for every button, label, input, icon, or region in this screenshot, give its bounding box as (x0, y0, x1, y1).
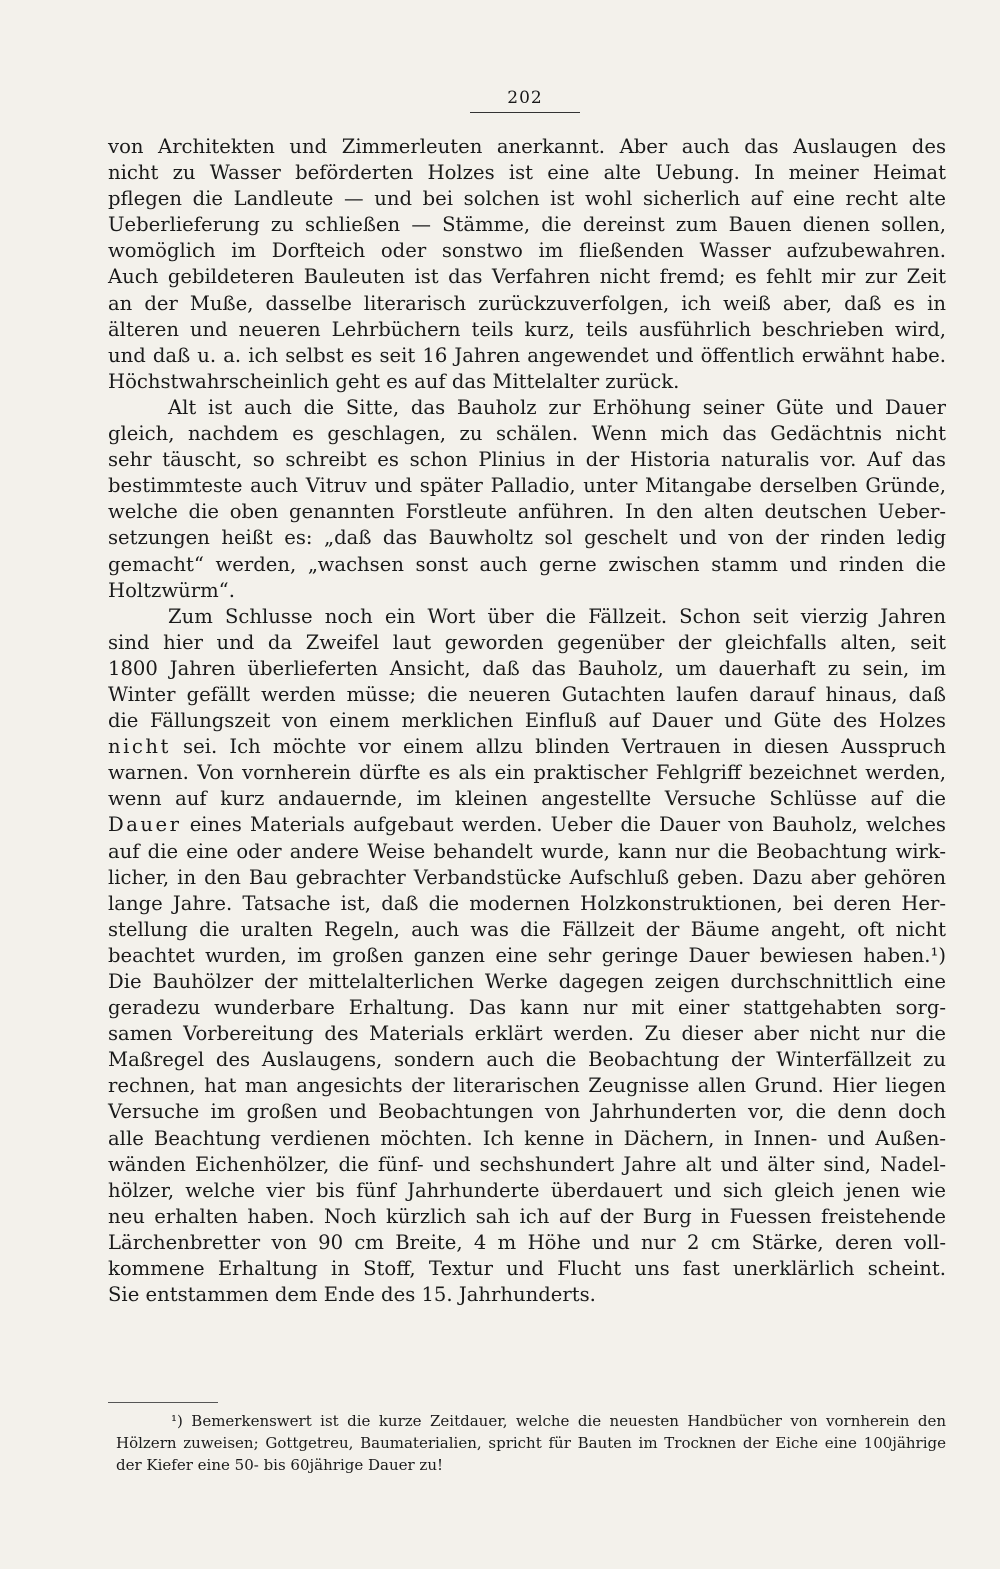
emphasis: nicht (108, 735, 171, 759)
text-line: wänden Eichenhölzer, die fünf- und sechshundert Jahre alt und älter sind, Nadel- (108, 1152, 946, 1176)
text-line: auf die eine oder andere Weise behandelt wurde, kann nur die Beobachtung wirk- (108, 839, 946, 863)
text-line: Lärchenbretter von 90 cm Breite, 4 m Höhe und nur 2 cm Stärke, deren voll- (108, 1230, 946, 1254)
text-line: womöglich im Dorfteich oder sonstwo im fließenden Wasser aufzubewahren. (108, 239, 946, 263)
text-line: Dauer eines Materials aufgebaut werden. Ueber die Dauer von Bauholz, welches (108, 813, 946, 837)
text-line: alle Beachtung verdienen möchten. Ich kenne in Dächern, in Innen- und Außen- (108, 1126, 946, 1150)
text-line: Winter gefällt werden müsse; die neueren Gutachten laufen darauf hinaus, daß (108, 682, 946, 706)
text-line: nicht sei. Ich möchte vor einem allzu blinden Vertrauen in diesen Ausspruch (108, 735, 946, 759)
text-line: bestimmteste auch Vitruv und später Palladio, unter Mitangabe derselben Gründe, (108, 474, 946, 498)
text-line: an der Muße, dasselbe literarisch zurückzuverfolgen, ich weiß aber, daß es in (108, 291, 946, 315)
text-line: Ueberlieferung zu schließen — Stämme, die dereinst zum Bauen dienen sollen, (108, 213, 946, 237)
text-line: Sie entstammen dem Ende des 15. Jahrhunderts. (108, 1283, 596, 1307)
text-line: wenn auf kurz andauernde, im kleinen angestellte Versuche Schlüsse auf die (108, 787, 946, 811)
footnote-rule (108, 1402, 218, 1403)
text-line: sind hier und da Zweifel laut geworden gegenüber der gleichfalls alten, seit (108, 630, 946, 654)
footnote-line: ¹) Bemerkenswert ist die kurze Zeitdauer, welche die neuesten Handbücher von vornherein den (171, 1412, 946, 1430)
text-line: pflegen die Landleute — und bei solchen ist wohl sicherlich auf eine recht alte (108, 187, 946, 211)
text-line: Alt ist auch die Sitte, das Bauholz zur Erhöhung seiner Güte und Dauer (168, 395, 946, 419)
text-line: sehr täuscht, so schreibt es schon Plinius in der Historia naturalis vor. Auf das (108, 448, 946, 472)
text-line: Holtzwürm“. (108, 578, 235, 602)
text-line: welche die oben genannten Forstleute anführen. In den alten deutschen Ueber- (108, 500, 946, 524)
text-line: lange Jahre. Tatsache ist, daß die modernen Holzkonstruktionen, bei deren Her- (108, 891, 946, 915)
text-line: 1800 Jahren überlieferten Ansicht, daß das Bauholz, um dauerhaft zu sein, im (108, 656, 946, 680)
footnotes (116, 1410, 946, 1476)
page-number: 202 (507, 88, 543, 108)
text-line: stellung die uralten Regeln, auch was die Fällzeit der Bäume angeht, oft nicht (108, 917, 946, 941)
text-line: und daß u. a. ich selbst es seit 16 Jahren angewendet und öffentlich erwähnt habe. (108, 343, 946, 367)
text-line: neu erhalten haben. Noch kürzlich sah ich auf der Burg in Fuessen freistehende (108, 1204, 946, 1228)
text-line: rechnen, hat man angesichts der literarischen Zeugnisse allen Grund. Hier liegen (108, 1074, 946, 1098)
paragraph (108, 395, 946, 604)
text-line: gemacht“ werden, „wachsen sonst auch gerne zwischen stamm und rinden die (108, 552, 946, 576)
text-line: Die Bauhölzer der mittelalterlichen Werke dagegen zeigen durchschnittlich eine (108, 970, 946, 993)
text-line: kommene Erhaltung in Stoff, Textur und Flucht uns fast unerklärlich scheint. (108, 1257, 946, 1281)
body-text (108, 134, 946, 1308)
text-line: licher, in den Bau gebrachter Verbandstücke Aufschluß geben. Dazu aber gehören (108, 865, 946, 889)
text-line: älteren und neueren Lehrbüchern teils kurz, teils ausführlich beschrieben wird, (108, 317, 946, 341)
page-number-rule (470, 112, 580, 113)
text-line: Höchstwahrscheinlich geht es auf das Mittelalter zurück. (108, 369, 680, 393)
emphasis: Dauer (108, 813, 182, 837)
text-line: Maßregel des Auslaugens, sondern auch die Beobachtung der Winterfällzeit zu (108, 1048, 946, 1072)
text-line: Auch gebildeteren Bauleuten ist das Verfahren nicht fremd; es fehlt mir zur Zeit (108, 265, 946, 289)
paragraph (108, 604, 946, 1309)
text-line: von Architekten und Zimmerleuten anerkannt. Aber auch das Auslaugen des (108, 135, 946, 158)
paragraph (108, 134, 946, 395)
text-line: Zum Schlusse noch ein Wort über die Fällzeit. Schon seit vierzig Jahren (168, 604, 946, 628)
text-line: warnen. Von vornherein dürfte es als ein praktischer Fehlgriff bezeichnet werden, (108, 761, 946, 785)
text-line: setzungen heißt es: „daß das Bauwholtz sol geschelt und von der rinden ledig (108, 526, 946, 550)
text-line: gleich, nachdem es geschlagen, zu schälen. Wenn mich das Gedächtnis nicht (108, 422, 946, 446)
text-line: beachtet wurden, im großen ganzen eine sehr geringe Dauer bewiesen haben.¹) (108, 943, 946, 967)
text-line: nicht zu Wasser beförderten Holzes ist eine alte Uebung. In meiner Heimat (108, 161, 946, 185)
text-line: die Fällungszeit von einem merklichen Einfluß auf Dauer und Güte des Holzes (108, 709, 946, 733)
text-line: samen Vorbereitung des Materials erklärt werden. Zu dieser aber nicht nur die (108, 1022, 946, 1046)
footnote-line: Hölzern zuweisen; Gottgetreu, Baumaterialien, spricht für Bauten im Trocknen der Eiche eine 100jährige (116, 1434, 946, 1452)
footnote-line: der Kiefer eine 50- bis 60jährige Dauer zu! (116, 1456, 444, 1474)
text-line: geradezu wunderbare Erhaltung. Das kann nur mit einer stattgehabten sorg- (108, 996, 946, 1020)
text-line: Versuche im großen und Beobachtungen von Jahrhunderten vor, die denn doch (108, 1100, 946, 1124)
text-line: hölzer, welche vier bis fünf Jahrhunderte überdauert und sich gleich jenen wie (108, 1178, 946, 1202)
